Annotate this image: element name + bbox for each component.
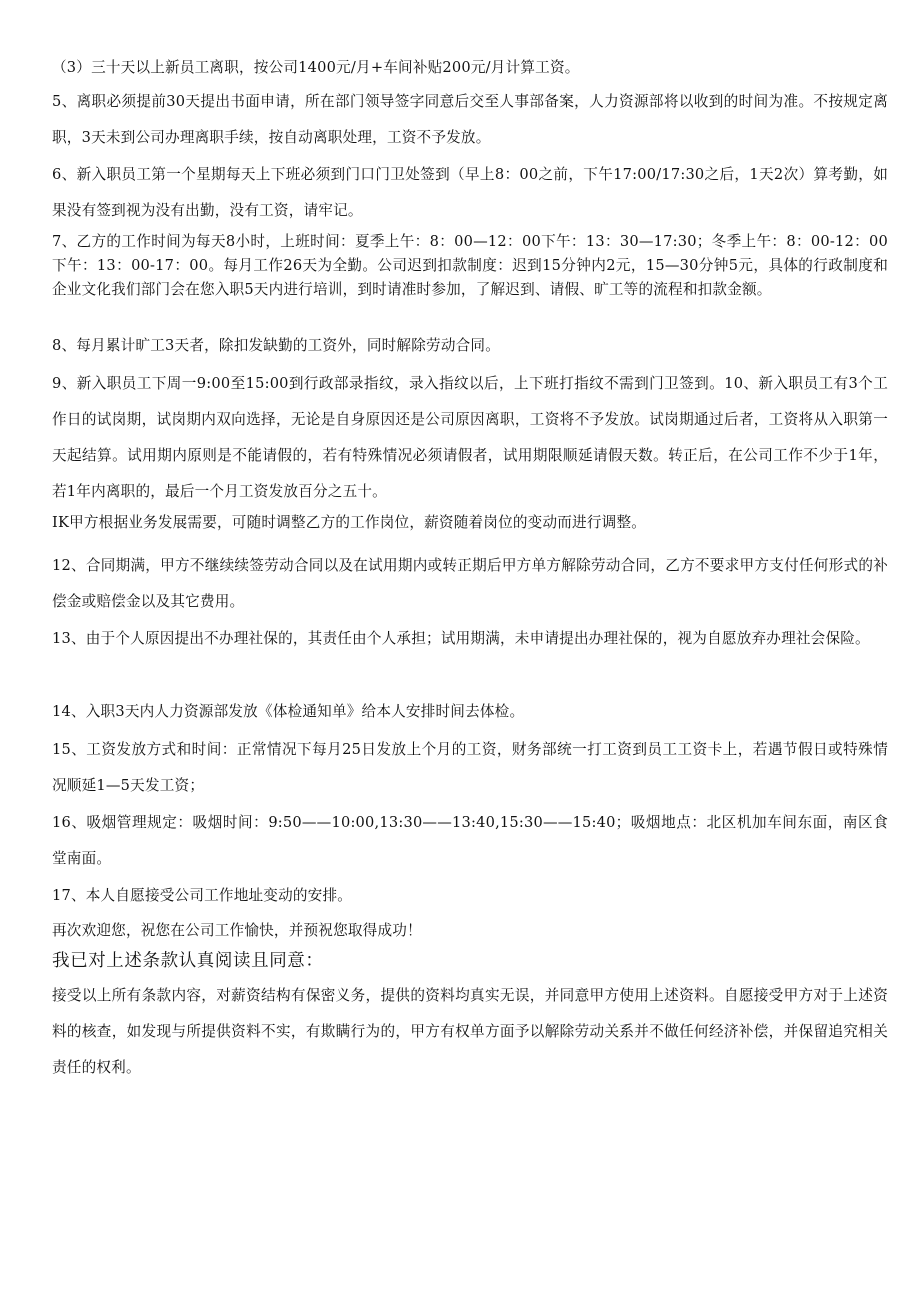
clause-12-contract-expiry: 12、合同期满，甲方不继续续签劳动合同以及在试用期内或转正期后甲方单方解除劳动合同，乙方不要求甲方支付任何形式的补偿金或赔偿金以及其它费用。 xyxy=(52,557,888,610)
clause-9-10-fingerprint-trial: 9、新入职员工下周一9:00至15:00到行政部录指纹，录入指纹以后，上下班打指纹不需到门卫签到。10、新入职员工有3个工作日的试岗期，试岗期内双向选择，无论是自身原因还是公司原因离职，工资将不予发放。试岗期通过后者，工资将从入职第一天起结算。试用期内原则是不能请假的，若有特殊情况必须请假者，试用期限顺延请假天数。转正后，在公司工作不少于1年，若1年内离职的，最后一个月工资发放百分之五十。 xyxy=(52,375,888,500)
clause-7-working-hours: 7、乙方的工作时间为每天8小时，上班时间：夏季上午：8：00—12：00下午：13：30—17:30；冬季上午：8：00-12：00下午：13：00-17：00。每月工作26天为全勤。公司迟到扣款制度：迟到15分钟内2元，15—30分钟5元，具体的行政制度和企业文化我们部门会在您入职5天内进行培训，到时请准时参加，了解迟到、请假、旷工等的流程和扣款金额。 xyxy=(52,233,888,298)
clause-11-position-adjustment: IK甲方根据业务发展需要，可随时调整乙方的工作岗位，薪资随着岗位的变动而进行调整。 xyxy=(52,514,647,531)
clause-5-resignation-notice: 5、离职必须提前30天提出书面申请，所在部门领导签字同意后交至人事部备案，人力资源部将以收到的时间为准。不按规定离职，3天未到公司办理离职手续，按自动离职处理，工资不予发放。 xyxy=(52,93,888,146)
clause-17-address-change: 17、本人自愿接受公司工作地址变动的安排。 xyxy=(52,887,353,904)
clause-8-absenteeism: 8、每月累计旷工3天者，除扣发缺勤的工资外，同时解除劳动合同。 xyxy=(52,337,500,354)
clause-6-sign-in: 6、新入职员工第一个星期每天上下班必须到门口门卫处签到（早上8：00之前，下午17:00/17:30之后，1天2次）算考勤，如果没有签到视为没有出勤，没有工资，请牢记。 xyxy=(52,166,888,219)
document-page xyxy=(52,50,888,1088)
agreement-text: 接受以上所有条款内容，对薪资结构有保密义务，提供的资料均真实无误，并同意甲方使用上述资料。自愿接受甲方对于上述资料的核查，如发现与所提供资料不实，有欺瞒行为的，甲方有权单方面予以解除劳动关系并不做任何经济补偿，并保留追究相关责任的权利。 xyxy=(52,987,888,1076)
agreement-heading: 我已对上述条款认真阅读且同意： xyxy=(52,951,324,971)
clause-16-smoking-rules: 16、吸烟管理规定：吸烟时间：9:50——10:00,13:30——13:40,15:30——15:40；吸烟地点：北区机加车间东面，南区食堂南面。 xyxy=(52,814,888,867)
clause-3-item-3: （3）三十天以上新员工离职，按公司1400元/月+车间补贴200元/月计算工资。 xyxy=(52,59,580,76)
clause-15-payroll: 15、工资发放方式和时间：正常情况下每月25日发放上个月的工资，财务部统一打工资到员工工资卡上，若遇节假日或特殊情况顺延1—5天发工资； xyxy=(52,741,888,794)
clause-13-social-insurance: 13、由于个人原因提出不办理社保的，其责任由个人承担；试用期满，未申请提出办理社保的，视为自愿放弃办理社会保险。 xyxy=(52,630,870,647)
clause-14-medical-exam: 14、入职3天内人力资源部发放《体检通知单》给本人安排时间去体检。 xyxy=(52,703,525,720)
welcome-message: 再次欢迎您，祝您在公司工作愉快，并预祝您取得成功！ xyxy=(52,922,422,939)
